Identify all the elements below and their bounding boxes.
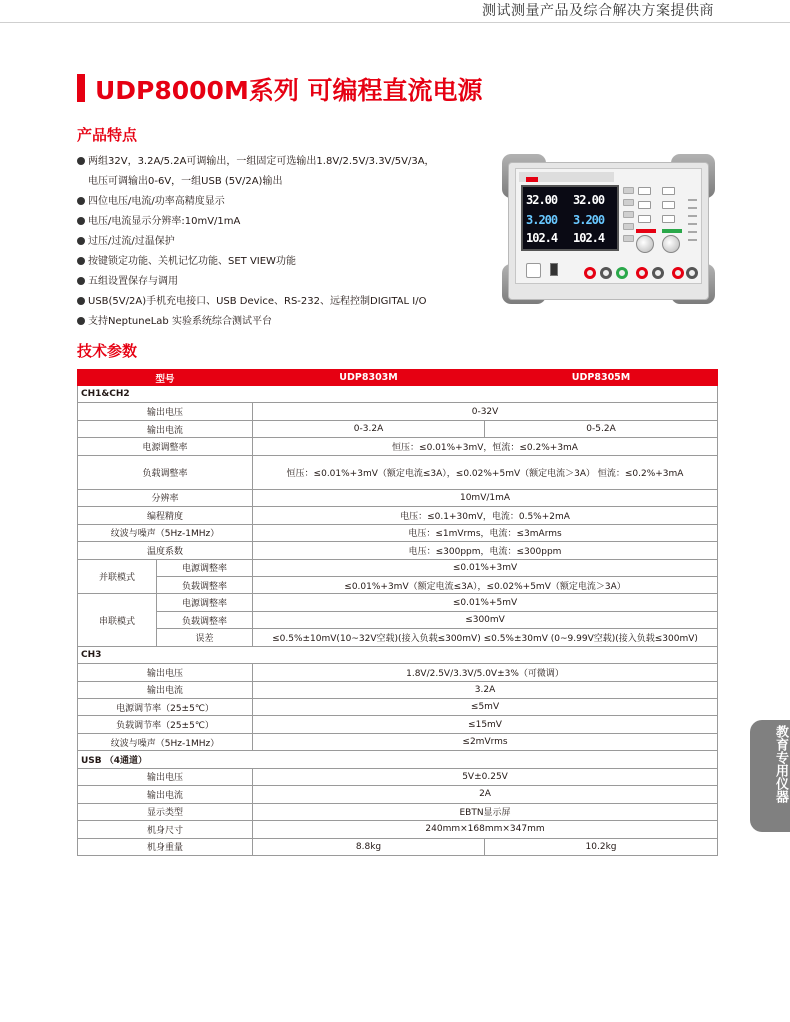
row-label: 输出电流	[78, 786, 253, 803]
ch1-button-icon	[638, 187, 651, 195]
device-screen	[521, 185, 619, 251]
row-label: 输出电压	[78, 403, 253, 420]
header-col1: UDP8303M	[253, 370, 485, 386]
page-title: UDP8000M系列 可编程直流电源	[95, 76, 483, 105]
ch1-current-readout: 3.200	[526, 213, 558, 227]
feature-item: 两组32V，3.2A/5.2A可调输出，一组固定可选输出1.8V/2.5V/3.3V/5V/3A，	[77, 152, 497, 172]
ch1-voltage-readout: 32.00	[526, 193, 558, 207]
row-label: 电源调节率（25±5℃）	[78, 699, 253, 716]
panel-button-icon	[662, 201, 675, 209]
table-row	[78, 524, 718, 541]
bullet-icon	[77, 277, 85, 285]
bullet-icon	[77, 317, 85, 325]
vent-icon	[688, 223, 697, 225]
brand-strip	[519, 172, 614, 182]
knob-icon	[662, 235, 680, 253]
table-row	[78, 542, 718, 559]
bullet-icon	[77, 197, 85, 205]
feature-item: 支持NeptuneLab 实验系统综合测试平台	[77, 312, 497, 332]
row-value: 240mm×168mm×347mm	[253, 821, 718, 838]
table-row	[78, 786, 718, 803]
side-button-icon	[623, 187, 634, 194]
feature-item: USB(5V/2A)手机充电接口、USB Device、RS-232、远程控制DIGITAL I/O	[77, 292, 497, 312]
side-button-icon	[623, 211, 634, 218]
vent-icon	[688, 231, 697, 233]
ch2-button-icon	[662, 187, 675, 195]
row-value: EBTN显示屏	[253, 803, 718, 820]
table-row	[78, 803, 718, 820]
row-label: 电源调整率	[157, 594, 253, 611]
title-accent-bar	[77, 74, 85, 102]
row-label: 纹波与噪声（5Hz-1MHz）	[78, 524, 253, 541]
panel-button-icon	[638, 215, 651, 223]
table-row	[78, 821, 718, 838]
row-value: 0-3.2A	[253, 420, 485, 437]
vent-icon	[688, 207, 697, 209]
terminal-green-icon	[616, 267, 628, 279]
row-label: 输出电压	[78, 768, 253, 785]
row-value: 电压：≤0.1+30mV，电流：0.5%+2mA	[253, 507, 718, 524]
table-row	[78, 733, 718, 750]
terminal-red-icon	[672, 267, 684, 279]
table-row	[78, 681, 718, 698]
bullet-icon	[77, 217, 85, 225]
device-front-panel	[515, 168, 702, 284]
row-label: 编程精度	[78, 507, 253, 524]
bullet-icon	[77, 257, 85, 265]
panel-button-icon	[662, 215, 675, 223]
row-value: ≤0.01%+3mV（额定电流≤3A），≤0.02%+5mV（额定电流＞3A）	[253, 576, 718, 593]
header-tagline: 测试测量产品及综合解决方案提供商	[482, 3, 714, 19]
row-label: 负载调整率	[157, 611, 253, 628]
row-value: 恒压：≤0.01%+3mV（额定电流≤3A），≤0.02%+5mV（额定电流＞3A） 恒流：≤0.2%+3mA	[253, 455, 718, 489]
table-row	[78, 646, 718, 663]
table-row	[78, 716, 718, 733]
row-value: ≤0.5%±10mV(10~32V空载)(接入负载≤300mV) ≤0.5%±30mV (0~9.99V空载)(接入负载≤300mV)	[253, 629, 718, 646]
table-row	[78, 386, 718, 403]
row-value: 电压：≤1mVrms，电流：≤3mArms	[253, 524, 718, 541]
header-col2: UDP8305M	[485, 370, 718, 386]
feature-item: 过压/过流/过温保护	[77, 232, 497, 252]
row-value: ≤0.01%+5mV	[253, 594, 718, 611]
table-row	[78, 576, 718, 593]
knob-icon	[636, 235, 654, 253]
row-value: 3.2A	[253, 681, 718, 698]
table-row	[78, 455, 718, 489]
row-value: ≤2mVrms	[253, 733, 718, 750]
section-title: CH3	[78, 646, 718, 663]
table-row	[78, 751, 718, 768]
table-row	[78, 507, 718, 524]
side-tab-label: 教育专用仪器	[773, 725, 788, 803]
table-row	[78, 699, 718, 716]
row-value: ≤5mV	[253, 699, 718, 716]
table-row	[78, 611, 718, 628]
feature-item: 按键锁定功能、关机记忆功能、SET VIEW功能	[77, 252, 497, 272]
accent-red-icon	[636, 229, 656, 233]
usb-port-icon	[550, 263, 558, 276]
vent-icon	[688, 215, 697, 217]
row-label: 显示类型	[78, 803, 253, 820]
spec-table	[77, 369, 718, 856]
ch2-current-readout: 3.200	[573, 213, 605, 227]
row-label: 负载调节率（25±5℃）	[78, 716, 253, 733]
section-title: USB （4通道）	[78, 751, 718, 768]
row-label: 输出电流	[78, 681, 253, 698]
row-value: 10mV/1mA	[253, 489, 718, 506]
row-value: 0-32V	[253, 403, 718, 420]
side-tab	[750, 720, 790, 832]
table-header-row	[78, 370, 718, 386]
features-list	[77, 152, 497, 332]
row-label: 输出电压	[78, 664, 253, 681]
row-value: 0-5.2A	[485, 420, 718, 437]
row-value: 5V±0.25V	[253, 768, 718, 785]
power-button-icon	[526, 263, 541, 278]
brand-logo-icon	[526, 177, 538, 182]
row-label: 输出电流	[78, 420, 253, 437]
table-row	[78, 664, 718, 681]
row-label: 负载调整率	[78, 455, 253, 489]
bullet-icon	[77, 237, 85, 245]
table-row	[78, 403, 718, 420]
row-value: 10.2kg	[485, 838, 718, 855]
accent-green-icon	[662, 229, 682, 233]
row-value: 1.8V/2.5V/3.3V/5.0V±3%（可微调）	[253, 664, 718, 681]
side-button-icon	[623, 199, 634, 206]
terminal-black-icon	[600, 267, 612, 279]
feature-item: 电压/电流显示分辨率:10mV/1mA	[77, 212, 497, 232]
bullet-icon	[77, 297, 85, 305]
row-label: 误差	[157, 629, 253, 646]
row-label: 电源调整率	[157, 559, 253, 576]
table-row	[78, 594, 718, 611]
header-divider	[0, 22, 790, 23]
row-label: 纹波与噪声（5Hz-1MHz）	[78, 733, 253, 750]
ch2-power-readout: 102.4	[573, 231, 605, 245]
terminal-black-icon	[686, 267, 698, 279]
row-value: 恒压：≤0.01%+3mV，恒流：≤0.2%+3mA	[253, 438, 718, 455]
row-value: 8.8kg	[253, 838, 485, 855]
table-row	[78, 489, 718, 506]
ch2-voltage-readout: 32.00	[573, 193, 605, 207]
row-value: ≤300mV	[253, 611, 718, 628]
group-label: 串联模式	[78, 594, 157, 646]
panel-button-icon	[638, 201, 651, 209]
side-button-icon	[623, 235, 634, 242]
table-row	[78, 629, 718, 646]
group-label: 并联模式	[78, 559, 157, 594]
feature-item-continuation: 电压可调输出0-6V，一组USB (5V/2A)输出	[88, 176, 283, 187]
header-model: 型号	[78, 370, 253, 386]
vent-icon	[688, 199, 697, 201]
side-button-icon	[623, 223, 634, 230]
ch1-power-readout: 102.4	[526, 231, 558, 245]
terminal-red-icon	[636, 267, 648, 279]
table-row	[78, 559, 718, 576]
row-label: 机身尺寸	[78, 821, 253, 838]
row-label: 电源调整率	[78, 438, 253, 455]
table-row	[78, 768, 718, 785]
row-label: 负载调整率	[157, 576, 253, 593]
product-image	[500, 152, 717, 307]
table-row	[78, 438, 718, 455]
feature-item: 四位电压/电流/功率高精度显示	[77, 192, 497, 212]
terminal-black-icon	[652, 267, 664, 279]
feature-item: 五组设置保存与调用	[77, 272, 497, 292]
row-value: 2A	[253, 786, 718, 803]
row-value: ≤0.01%+3mV	[253, 559, 718, 576]
row-value: ≤15mV	[253, 716, 718, 733]
row-label: 分辨率	[78, 489, 253, 506]
features-heading: 产品特点	[77, 126, 138, 144]
section-title: CH1&CH2	[78, 386, 718, 403]
terminal-red-icon	[584, 267, 596, 279]
bullet-icon	[77, 157, 85, 165]
table-row	[78, 838, 718, 855]
row-value: 电压：≤300ppm，电流：≤300ppm	[253, 542, 718, 559]
specs-heading: 技术参数	[77, 342, 138, 360]
table-row	[78, 420, 718, 437]
row-label: 温度系数	[78, 542, 253, 559]
vent-icon	[688, 239, 697, 241]
row-label: 机身重量	[78, 838, 253, 855]
